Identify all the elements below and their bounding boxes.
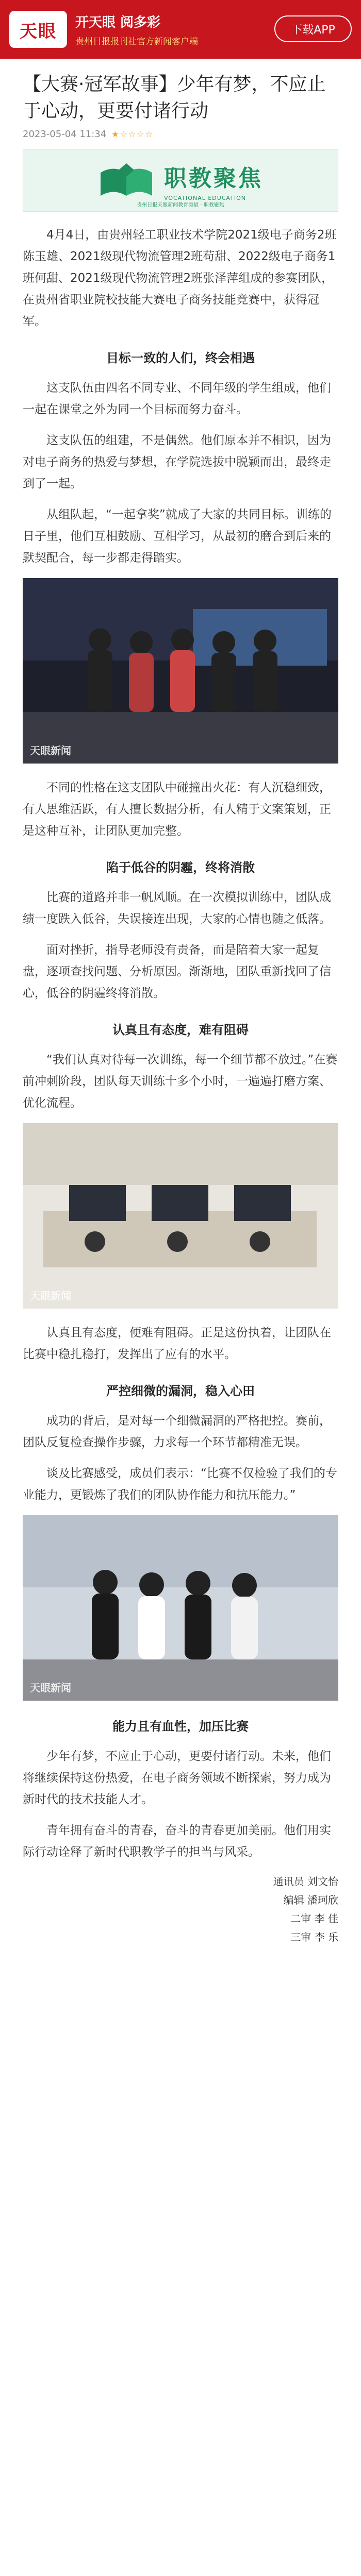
column-brand-banner <box>23 149 338 212</box>
open-book-icon <box>98 162 155 198</box>
team-photo-stage <box>23 578 338 764</box>
section-heading: 能力且有血性，加压比赛 <box>112 1719 249 1734</box>
credit-editor: 编辑 潘珂欣 <box>283 1894 338 1906</box>
article-body <box>0 71 361 1946</box>
paragraph: 4月4日，由贵州轻工职业技术学院2021级电子商务2班陈玉雄、2021级现代物流管理2班苟甜、2022级电子商务1班何甜、2021级现代物流管理2班张泽萍组成的参赛团队，在贵州省职业院校技能大赛电子商务技能竞赛中，获得冠军。 <box>23 228 337 328</box>
brand-title: 职教聚焦 <box>164 165 263 192</box>
photo-watermark: 天眼新闻 <box>30 1290 71 1302</box>
logo-text: 天眼 <box>20 21 57 42</box>
training-photo-image <box>23 1123 338 1309</box>
paragraph: 少年有梦，不应止于心动，更要付诸行动。未来，他们将继续保持这份热爱，在电子商务领域不断探索，努力成为新时代的技术技能人才。 <box>23 1750 331 1806</box>
section-heading: 陷于低谷的阴霾，终将消散 <box>106 860 255 875</box>
brand-footer: 贵州日报天眼新闻教育频道 · 职教聚焦 <box>137 202 224 208</box>
slogan <box>75 12 198 47</box>
article-title: 【大赛·冠军故事】少年有梦，不应止于心动，更要付诸行动 <box>23 74 326 122</box>
publish-date: 2023-05-04 11:34 <box>23 129 107 140</box>
brand-subtitle: VOCATIONAL EDUCATION <box>164 194 247 201</box>
app-download-banner <box>0 0 361 59</box>
logo-badge <box>9 11 67 48</box>
rating-stars: ★☆☆☆☆ <box>111 129 154 139</box>
training-photo <box>23 1123 338 1309</box>
article-meta <box>23 129 338 140</box>
paragraph: 认真且有态度，便难有阻碍。正是这份执着，让团队在比赛中稳扎稳打，发挥出了应有的水平。 <box>23 1326 331 1361</box>
photo-watermark: 天眼新闻 <box>30 744 71 757</box>
section-heading: 严控细微的漏洞，稳入心田 <box>106 1384 255 1398</box>
slogan-main: 开天眼 阅多彩 <box>75 15 161 30</box>
section-heading: 认真且有态度，难有阻碍 <box>112 1023 249 1037</box>
group-photo-image <box>23 1515 338 1701</box>
team-photo-image <box>23 578 338 764</box>
paragraph: “我们认真对待每一次训练，每一个细节都不放过。”在赛前冲刺阶段，团队每天训练十多个小时，一遍遍打磨方案、优化流程。 <box>23 1053 338 1110</box>
paragraph: 不同的性格在这支团队中碰撞出火花：有人沉稳细致，有人思维活跃，有人擅长数据分析，有人精于文案策划，正是这种互补，让团队更加完整。 <box>23 781 331 838</box>
paragraph: 青年拥有奋斗的青春，奋斗的青春更加美丽。他们用实际行动诠释了新时代职教学子的担当与风采。 <box>23 1824 331 1859</box>
download-app-button[interactable]: 下载APP <box>274 15 352 42</box>
paragraph: 谈及比赛感受，成员们表示：“比赛不仅检验了我们的专业能力，更锻炼了我们的团队协作能力和抗压能力。” <box>23 1467 337 1502</box>
slogan-sub: 贵州日报报刊社官方新闻客户端 <box>75 37 198 47</box>
paragraph: 从组队起，“一起拿奖”就成了大家的共同目标。训练的日子里，他们互相鼓励、互相学习，从最初的磨合到后来的默契配合，每一步都走得踏实。 <box>23 508 332 565</box>
article-credits <box>23 1872 338 1946</box>
section-heading: 目标一致的人们，终会相遇 <box>106 351 255 365</box>
paragraph: 面对挫折，指导老师没有责备，而是陪着大家一起复盘，逐项查找问题、分析原因。渐渐地，团队重新找回了信心，低谷的阴霾终将消散。 <box>23 943 331 1000</box>
credit-reporter: 通讯员 刘文怡 <box>273 1875 338 1888</box>
paragraph: 这支队伍的组建，不是偶然。他们原本并不相识，因为对电子商务的热爱与梦想，在学院选拔中脱颖而出，最终走到了一起。 <box>23 434 331 490</box>
photo-watermark: 天眼新闻 <box>30 1682 71 1694</box>
paragraph: 比赛的道路并非一帆风顺。在一次模拟训练中，团队成绩一度跌入低谷，失误接连出现，大家的心情也随之低落。 <box>23 891 331 926</box>
group-photo <box>23 1515 338 1701</box>
credit-review-3: 三审 李 乐 <box>290 1931 338 1943</box>
app-logo <box>9 11 198 48</box>
credit-review-2: 二审 李 佳 <box>290 1912 338 1925</box>
paragraph: 这支队伍由四名不同专业、不同年级的学生组成，他们一起在课堂之外为同一个目标而努力奋斗。 <box>23 381 331 416</box>
paragraph: 成功的背后，是对每一个细微漏洞的严格把控。赛前，团队反复检查操作步骤，力求每一个环节都精准无误。 <box>23 1414 331 1449</box>
